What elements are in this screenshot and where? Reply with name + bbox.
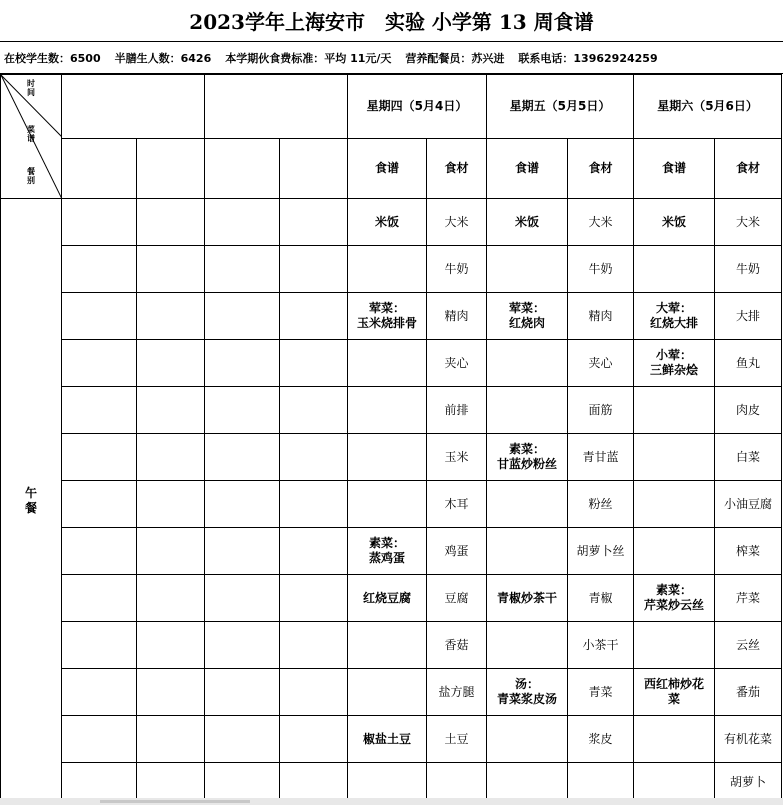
scrollbar-thumb[interactable] [100,800,250,803]
ingredient-cell: 肉皮 [715,387,782,434]
empty-cell [137,434,205,481]
dish-cell [634,763,715,803]
menu-row [1,763,782,803]
ingredient-cell: 粉丝 [568,481,634,528]
dish-cell [634,387,715,434]
dish-cell [634,716,715,763]
dish-cell [487,763,568,803]
ingredient-cell: 云丝 [715,622,782,669]
ingredient-cell: 胡萝卜丝 [568,528,634,575]
empty-cell [137,763,205,803]
dish-cell [348,669,427,716]
meal-char: 午 [24,485,37,500]
ingredient-cell: 面筋 [568,387,634,434]
ingredient-cell: 有机花菜 [715,716,782,763]
dish-cell [487,716,568,763]
half-board-count: 半膳生人数：6426 [114,51,212,65]
empty-cell [280,575,348,622]
ingredient-cell: 盐方腿 [427,669,487,716]
empty-cell [62,293,137,340]
ingredient-cell: 木耳 [427,481,487,528]
ingredient-cell: 大米 [568,199,634,246]
empty-cell [205,246,280,293]
empty-cell [62,387,137,434]
dish-cell [487,528,568,575]
ingredient-header: 食材 [427,139,487,199]
menu-row [1,434,782,481]
horizontal-scrollbar[interactable] [0,798,783,805]
menu-row [1,293,782,340]
empty-cell [137,716,205,763]
corner-time-label: 时 间 [27,79,35,97]
meal-char: 餐 [24,500,37,515]
empty-cell [62,669,137,716]
dish-header: 食谱 [487,139,568,199]
dish-cell [348,622,427,669]
day-header-fri: 星期五（5月5日） [487,75,634,139]
empty-cell [62,246,137,293]
empty-cell [205,293,280,340]
empty-cell [62,622,137,669]
dish-cell: 荤菜： 红烧肉 [487,293,568,340]
empty-cell [62,434,137,481]
nutritionist: 营养配餐员：苏兴进 [405,51,505,65]
ingredient-cell [568,763,634,803]
student-count: 在校学生数：6500 [4,51,101,65]
empty-cell [205,716,280,763]
ingredient-cell: 夹心 [568,340,634,387]
empty-cell [137,575,205,622]
empty-cell [280,528,348,575]
ingredient-cell: 大排 [715,293,782,340]
dish-cell: 青椒炒茶干 [487,575,568,622]
empty-cell [137,481,205,528]
empty-cell [280,434,348,481]
ingredient-cell: 小茶干 [568,622,634,669]
menu-row [1,246,782,293]
empty-cell [137,387,205,434]
dish-cell: 米饭 [348,199,427,246]
dish-cell [348,340,427,387]
ingredient-cell: 牛奶 [715,246,782,293]
corner-meal-label: 餐 别 [27,167,35,185]
empty-cell [280,481,348,528]
dish-cell: 米饭 [634,199,715,246]
empty-sub-header [137,139,205,199]
dish-cell [487,481,568,528]
menu-row [1,199,782,246]
empty-sub-header [62,139,137,199]
empty-cell [62,199,137,246]
empty-cell [205,387,280,434]
empty-cell [280,340,348,387]
menu-row [1,340,782,387]
empty-cell [280,669,348,716]
menu-row [1,387,782,434]
ingredient-cell: 大米 [715,199,782,246]
dish-header: 食谱 [348,139,427,199]
dish-cell [634,528,715,575]
dish-cell [487,340,568,387]
ingredient-cell [427,763,487,803]
menu-row [1,669,782,716]
dish-cell: 红烧豆腐 [348,575,427,622]
menu-row [1,622,782,669]
ingredient-cell: 牛奶 [427,246,487,293]
corner-menu-label: 菜 谱 [27,125,35,143]
dish-cell [634,622,715,669]
empty-cell [280,293,348,340]
ingredient-cell: 豆腐 [427,575,487,622]
ingredient-cell: 白菜 [715,434,782,481]
dish-cell [348,246,427,293]
empty-cell [62,481,137,528]
dish-cell: 素菜： 芹菜炒云丝 [634,575,715,622]
dish-cell [487,622,568,669]
ingredient-cell: 青菜 [568,669,634,716]
info-bar [0,42,783,74]
empty-cell [280,622,348,669]
ingredient-cell: 鱼丸 [715,340,782,387]
ingredient-cell: 夹心 [427,340,487,387]
menu-row [1,481,782,528]
empty-cell [62,763,137,803]
ingredient-cell: 前排 [427,387,487,434]
page-title: 2023学年上海安市 实验 小学第 13 周食谱 [0,0,783,42]
dish-cell: 素菜： 蒸鸡蛋 [348,528,427,575]
menu-table [0,74,782,803]
day-header-sat: 星期六（5月6日） [634,75,782,139]
ingredient-cell: 牛奶 [568,246,634,293]
empty-cell [137,622,205,669]
ingredient-cell: 青甘蓝 [568,434,634,481]
ingredient-cell: 胡萝卜 [715,763,782,803]
empty-cell [137,199,205,246]
dish-cell: 小荤： 三鲜杂烩 [634,340,715,387]
dish-cell: 米饭 [487,199,568,246]
dish-cell [348,434,427,481]
ingredient-cell: 精肉 [568,293,634,340]
dish-cell [634,246,715,293]
ingredient-header: 食材 [715,139,782,199]
ingredient-cell: 香菇 [427,622,487,669]
empty-cell [280,387,348,434]
empty-cell [205,575,280,622]
dish-cell [348,481,427,528]
corner-header [1,75,62,199]
ingredient-cell: 浆皮 [568,716,634,763]
empty-cell [205,199,280,246]
day-header-thu: 星期四（5月4日） [348,75,487,139]
empty-cell [205,528,280,575]
menu-row [1,528,782,575]
empty-cell [205,434,280,481]
dish-cell [348,763,427,803]
empty-cell [137,669,205,716]
empty-cell [280,716,348,763]
empty-cell [137,340,205,387]
empty-cell [62,575,137,622]
dish-cell: 西红柿炒花 菜 [634,669,715,716]
empty-cell [137,246,205,293]
ingredient-cell: 榨菜 [715,528,782,575]
dish-cell [487,246,568,293]
dish-cell: 大荤： 红烧大排 [634,293,715,340]
empty-cell [205,340,280,387]
empty-cell [280,763,348,803]
ingredient-cell: 芹菜 [715,575,782,622]
dish-cell: 素菜： 甘蓝炒粉丝 [487,434,568,481]
dish-cell [348,387,427,434]
menu-row [1,575,782,622]
contact-phone: 联系电话：13962924259 [518,51,658,65]
empty-cell [137,528,205,575]
fee-standard: 本学期伙食费标准：平均 11元/天 [225,51,392,65]
ingredient-header: 食材 [568,139,634,199]
empty-cell [62,340,137,387]
dish-cell [634,434,715,481]
empty-cell [205,669,280,716]
ingredient-cell: 鸡蛋 [427,528,487,575]
empty-day-header [205,75,348,139]
empty-cell [280,246,348,293]
dish-cell [634,481,715,528]
empty-cell [280,199,348,246]
meal-label-lunch [1,199,62,803]
empty-sub-header [205,139,280,199]
empty-cell [205,481,280,528]
ingredient-cell: 玉米 [427,434,487,481]
empty-day-header [62,75,205,139]
empty-sub-header [280,139,348,199]
ingredient-cell: 青椒 [568,575,634,622]
dish-cell: 荤菜： 玉米烧排骨 [348,293,427,340]
menu-row [1,716,782,763]
dish-header: 食谱 [634,139,715,199]
empty-cell [62,528,137,575]
ingredient-cell: 土豆 [427,716,487,763]
empty-cell [62,716,137,763]
dish-cell: 汤： 青菜浆皮汤 [487,669,568,716]
empty-cell [205,622,280,669]
ingredient-cell: 番茄 [715,669,782,716]
dish-cell [487,387,568,434]
empty-cell [205,763,280,803]
ingredient-cell: 精肉 [427,293,487,340]
empty-cell [137,293,205,340]
ingredient-cell: 大米 [427,199,487,246]
dish-cell: 椒盐土豆 [348,716,427,763]
ingredient-cell: 小油豆腐 [715,481,782,528]
